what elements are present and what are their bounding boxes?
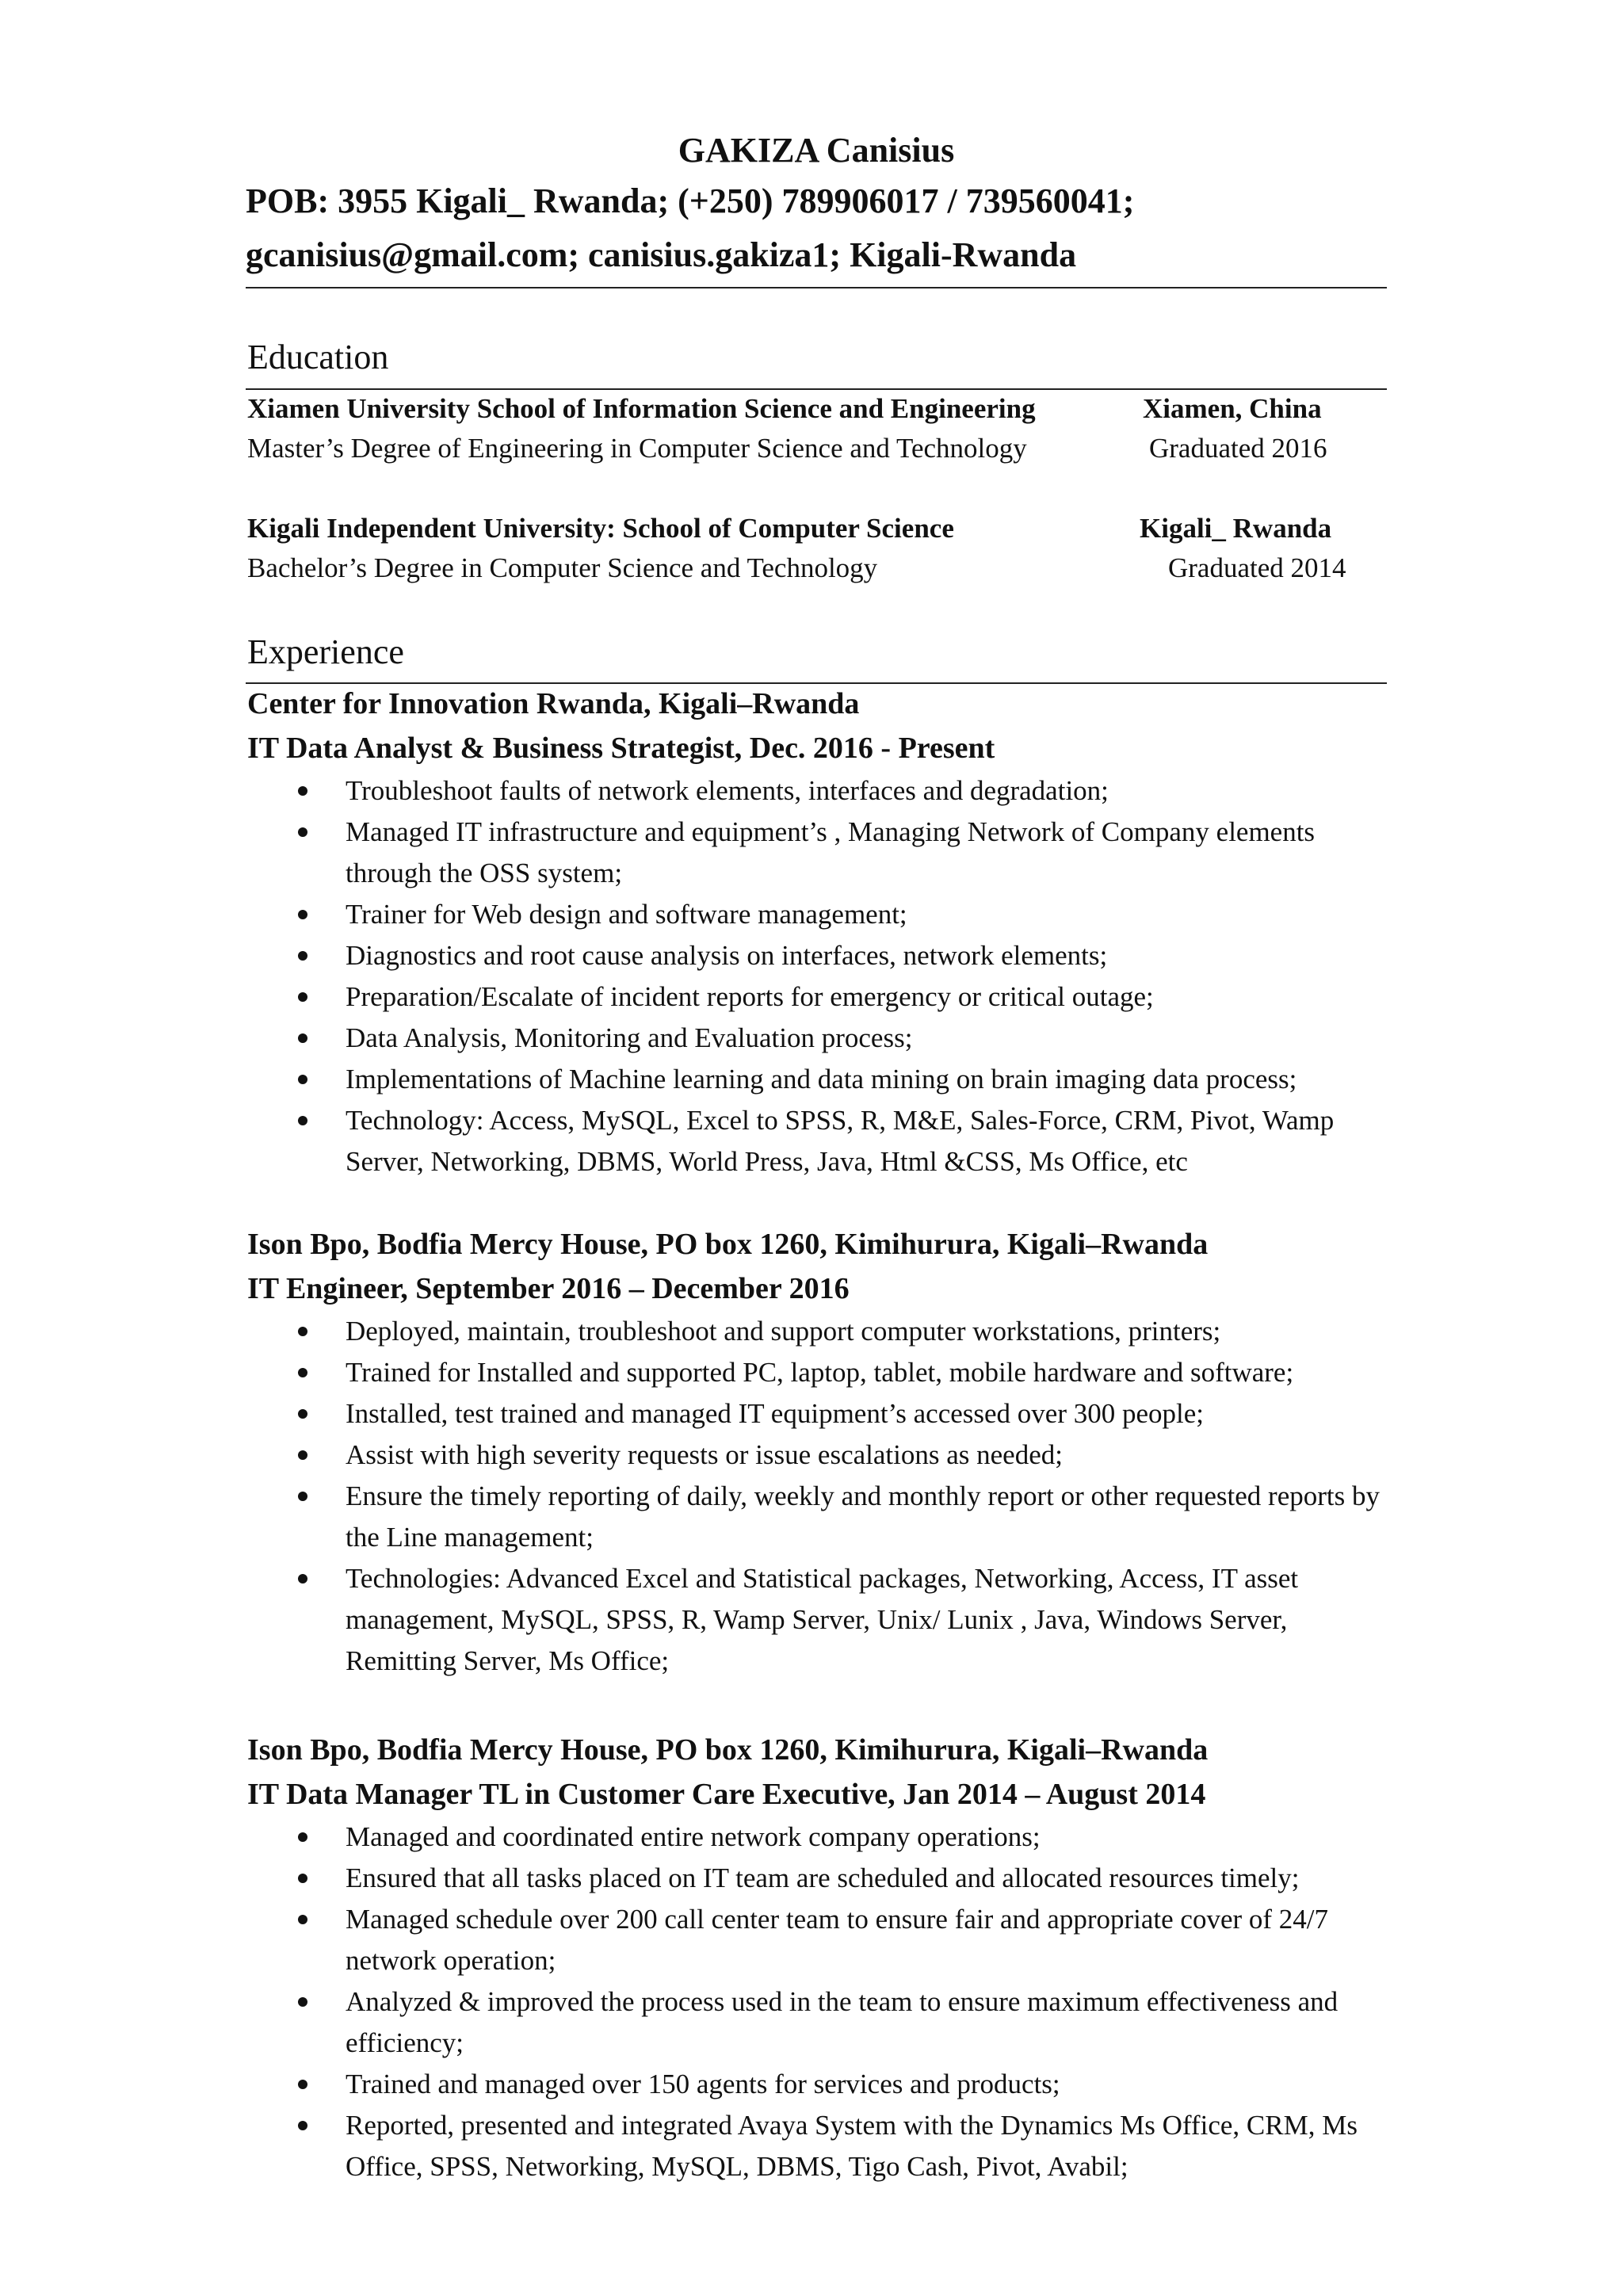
job-bullet: Managed and coordinated entire network company operations; (247, 1817, 1388, 1858)
job-bullet: Managed IT infrastructure and equipment’s , Managing Network of Company elements through the OSS system; (247, 812, 1388, 894)
job-organization: Center for Innovation Rwanda, Kigali–Rwanda (247, 687, 860, 720)
bullet-icon (298, 1450, 307, 1460)
bullet-icon (298, 1874, 307, 1883)
bullet-icon (298, 1832, 307, 1842)
resume-header (246, 127, 1387, 282)
contact-line-address-phone: POB: 3955 Kigali_ Rwanda; (+250) 789906017 / 739560041; (246, 181, 1135, 220)
bullet-icon (298, 786, 307, 796)
job-bullet: Preparation/Escalate of incident reports for emergency or critical outage; (247, 976, 1388, 1018)
bullet-icon (298, 827, 307, 837)
bullet-icon (298, 1997, 307, 2007)
job-role: IT Engineer, September 2016 – December 2016 (247, 1272, 850, 1305)
bullet-icon (298, 1368, 307, 1377)
job-bullet: Assist with high severity requests or issue escalations as needed; (247, 1435, 1388, 1476)
bullet-icon (298, 2080, 307, 2089)
job-bullet: Reported, presented and integrated Avaya System with the Dynamics Ms Office, CRM, Ms Office, SPSS, Networking, MySQL, DBMS, Tigo Cash, Pivot, Avabil; (247, 2105, 1388, 2187)
bullet-icon (298, 1492, 307, 1501)
school-name: Xiamen University School of Information Science and Engineering (247, 393, 1036, 424)
graduation-date: Graduated 2016 (1149, 433, 1327, 464)
job-bullet-list (247, 770, 1388, 1182)
bullet-icon (298, 1574, 307, 1584)
job-bullet: Trainer for Web design and software management; (247, 894, 1388, 935)
job-bullet: Analyzed & improved the process used in the team to ensure maximum effectiveness and efficiency; (247, 1981, 1388, 2064)
job-bullet-list (247, 1311, 1388, 1682)
job-bullet: Technologies: Advanced Excel and Statistical packages, Networking, Access, IT asset management, MySQL, SPSS, R, Wamp Server, Unix/ Lunix , Java, Windows Server, Remitting Server, Ms Office; (247, 1558, 1388, 1682)
job-organization: Ison Bpo, Bodfia Mercy House, PO box 1260, Kimihurura, Kigali–Rwanda (247, 1228, 1209, 1261)
job-bullet-list (247, 1817, 1388, 2187)
candidate-name: GAKIZA Canisius (678, 131, 955, 170)
contact-line-email-location: gcanisius@gmail.com; canisius.gakiza1; Kigali-Rwanda (246, 235, 1077, 274)
job-role: IT Data Manager TL in Customer Care Executive, Jan 2014 – August 2014 (247, 1778, 1206, 1811)
job-bullet: Ensure the timely reporting of daily, weekly and monthly report or other requested reports by the Line management; (247, 1476, 1388, 1558)
job-entry (247, 1728, 1388, 2187)
degree-name: Master’s Degree of Engineering in Computer Science and Technology (247, 433, 1027, 464)
job-bullet: Technology: Access, MySQL, Excel to SPSS, R, M&E, Sales-Force, CRM, Pivot, Wamp Server, Networking, DBMS, World Press, Java, Html &CSS, Ms Office, etc (247, 1100, 1388, 1182)
bullet-icon (298, 1075, 307, 1084)
job-bullet: Troubleshoot faults of network elements, interfaces and degradation; (247, 770, 1388, 812)
job-bullet: Deployed, maintain, troubleshoot and support computer workstations, printers; (247, 1311, 1388, 1352)
job-entry (247, 682, 1388, 1182)
job-entry (247, 1222, 1388, 1682)
bullet-icon (298, 1327, 307, 1336)
school-name: Kigali Independent University: School of Computer Science (247, 513, 954, 544)
job-organization: Ison Bpo, Bodfia Mercy House, PO box 1260, Kimihurura, Kigali–Rwanda (247, 1733, 1209, 1767)
job-bullet: Trained and managed over 150 agents for services and products; (247, 2064, 1388, 2105)
job-bullet: Installed, test trained and managed IT equipment’s accessed over 300 people; (247, 1393, 1388, 1435)
school-location: Xiamen, China (1143, 393, 1322, 424)
bullet-icon (298, 1033, 307, 1043)
job-bullet: Managed schedule over 200 call center team to ensure fair and appropriate cover of 24/7 network operation; (247, 1899, 1388, 1981)
job-bullet: Diagnostics and root cause analysis on interfaces, network elements; (247, 935, 1388, 976)
job-bullet: Implementations of Machine learning and data mining on brain imaging data process; (247, 1059, 1388, 1100)
bullet-icon (298, 951, 307, 961)
bullet-icon (298, 1116, 307, 1125)
job-bullet: Data Analysis, Monitoring and Evaluation process; (247, 1018, 1388, 1059)
job-bullet: Trained for Installed and supported PC, laptop, tablet, mobile hardware and software; (247, 1352, 1388, 1393)
job-role: IT Data Analyst & Business Strategist, Dec. 2016 - Present (247, 732, 995, 765)
header-divider (246, 287, 1387, 288)
bullet-icon (298, 910, 307, 919)
graduation-date: Graduated 2014 (1168, 552, 1346, 583)
education-heading: Education (247, 338, 389, 376)
school-location: Kigali_ Rwanda (1140, 513, 1332, 544)
bullet-icon (298, 1409, 307, 1419)
job-bullet: Ensured that all tasks placed on IT team are scheduled and allocated resources timely; (247, 1858, 1388, 1899)
experience-heading: Experience (247, 632, 404, 671)
bullet-icon (298, 992, 307, 1002)
bullet-icon (298, 2121, 307, 2130)
degree-name: Bachelor’s Degree in Computer Science and Technology (247, 552, 878, 583)
bullet-icon (298, 1915, 307, 1924)
